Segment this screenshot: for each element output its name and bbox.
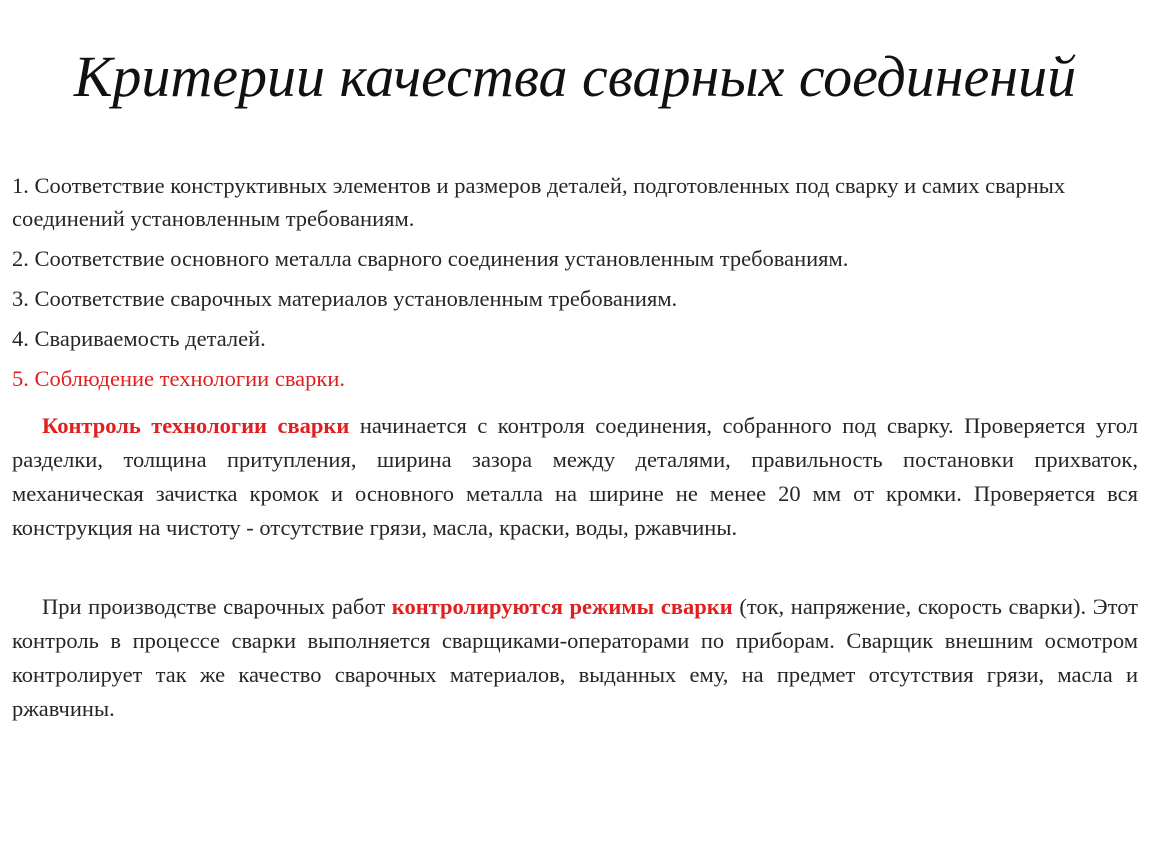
criteria-list <box>12 169 1142 402</box>
criteria-item-5: 5. Соблюдение технологии сварки. <box>12 366 345 391</box>
paragraph-2-text-after: (ток, напряжение, скорость сварки). Этот контроль в процессе сварки выполняется сварщиками-операторами по приборам. Сварщик внешним осмотром контролирует так же качество сварочных материалов, выданных ему, на предмет отсутствия грязи, масла и ржавчины. <box>12 594 1138 721</box>
criteria-item-4: 4. Свариваемость деталей. <box>12 326 266 351</box>
criteria-item-2: 2. Соответствие основного металла сварного соединения установленным требованиям. <box>12 246 849 271</box>
paragraph-1-highlight: Контроль технологии сварки <box>42 413 350 438</box>
slide-title: Критерии качества сварных соединений <box>73 44 1077 109</box>
welding-technology-control-paragraph <box>12 409 1138 545</box>
paragraph-2-highlight: контролируются режимы сварки <box>391 594 733 619</box>
paragraph-2-text-before: При производстве сварочных работ <box>42 594 392 619</box>
criteria-item-1: 1. Соответствие конструктивных элементов и размеров деталей, подготовленных под сварку и самих сварных соединений установленным требованиям. <box>12 173 1066 231</box>
welding-modes-control-paragraph <box>12 590 1138 726</box>
paragraph-1-text: начинается с контроля соединения, собранного под сварку. Проверяется угол разделки, толщина притупления, ширина зазора между деталями, правильность постановки прихваток, механическая зачистка кромок и основного металла на ширине не менее 20 мм от кромки. Проверяется вся конструкция на чистоту - отсутствие грязи, масла, краски, воды, ржавчины. <box>12 413 1138 540</box>
criteria-item-3: 3. Соответствие сварочных материалов установленным требованиям. <box>12 286 678 311</box>
